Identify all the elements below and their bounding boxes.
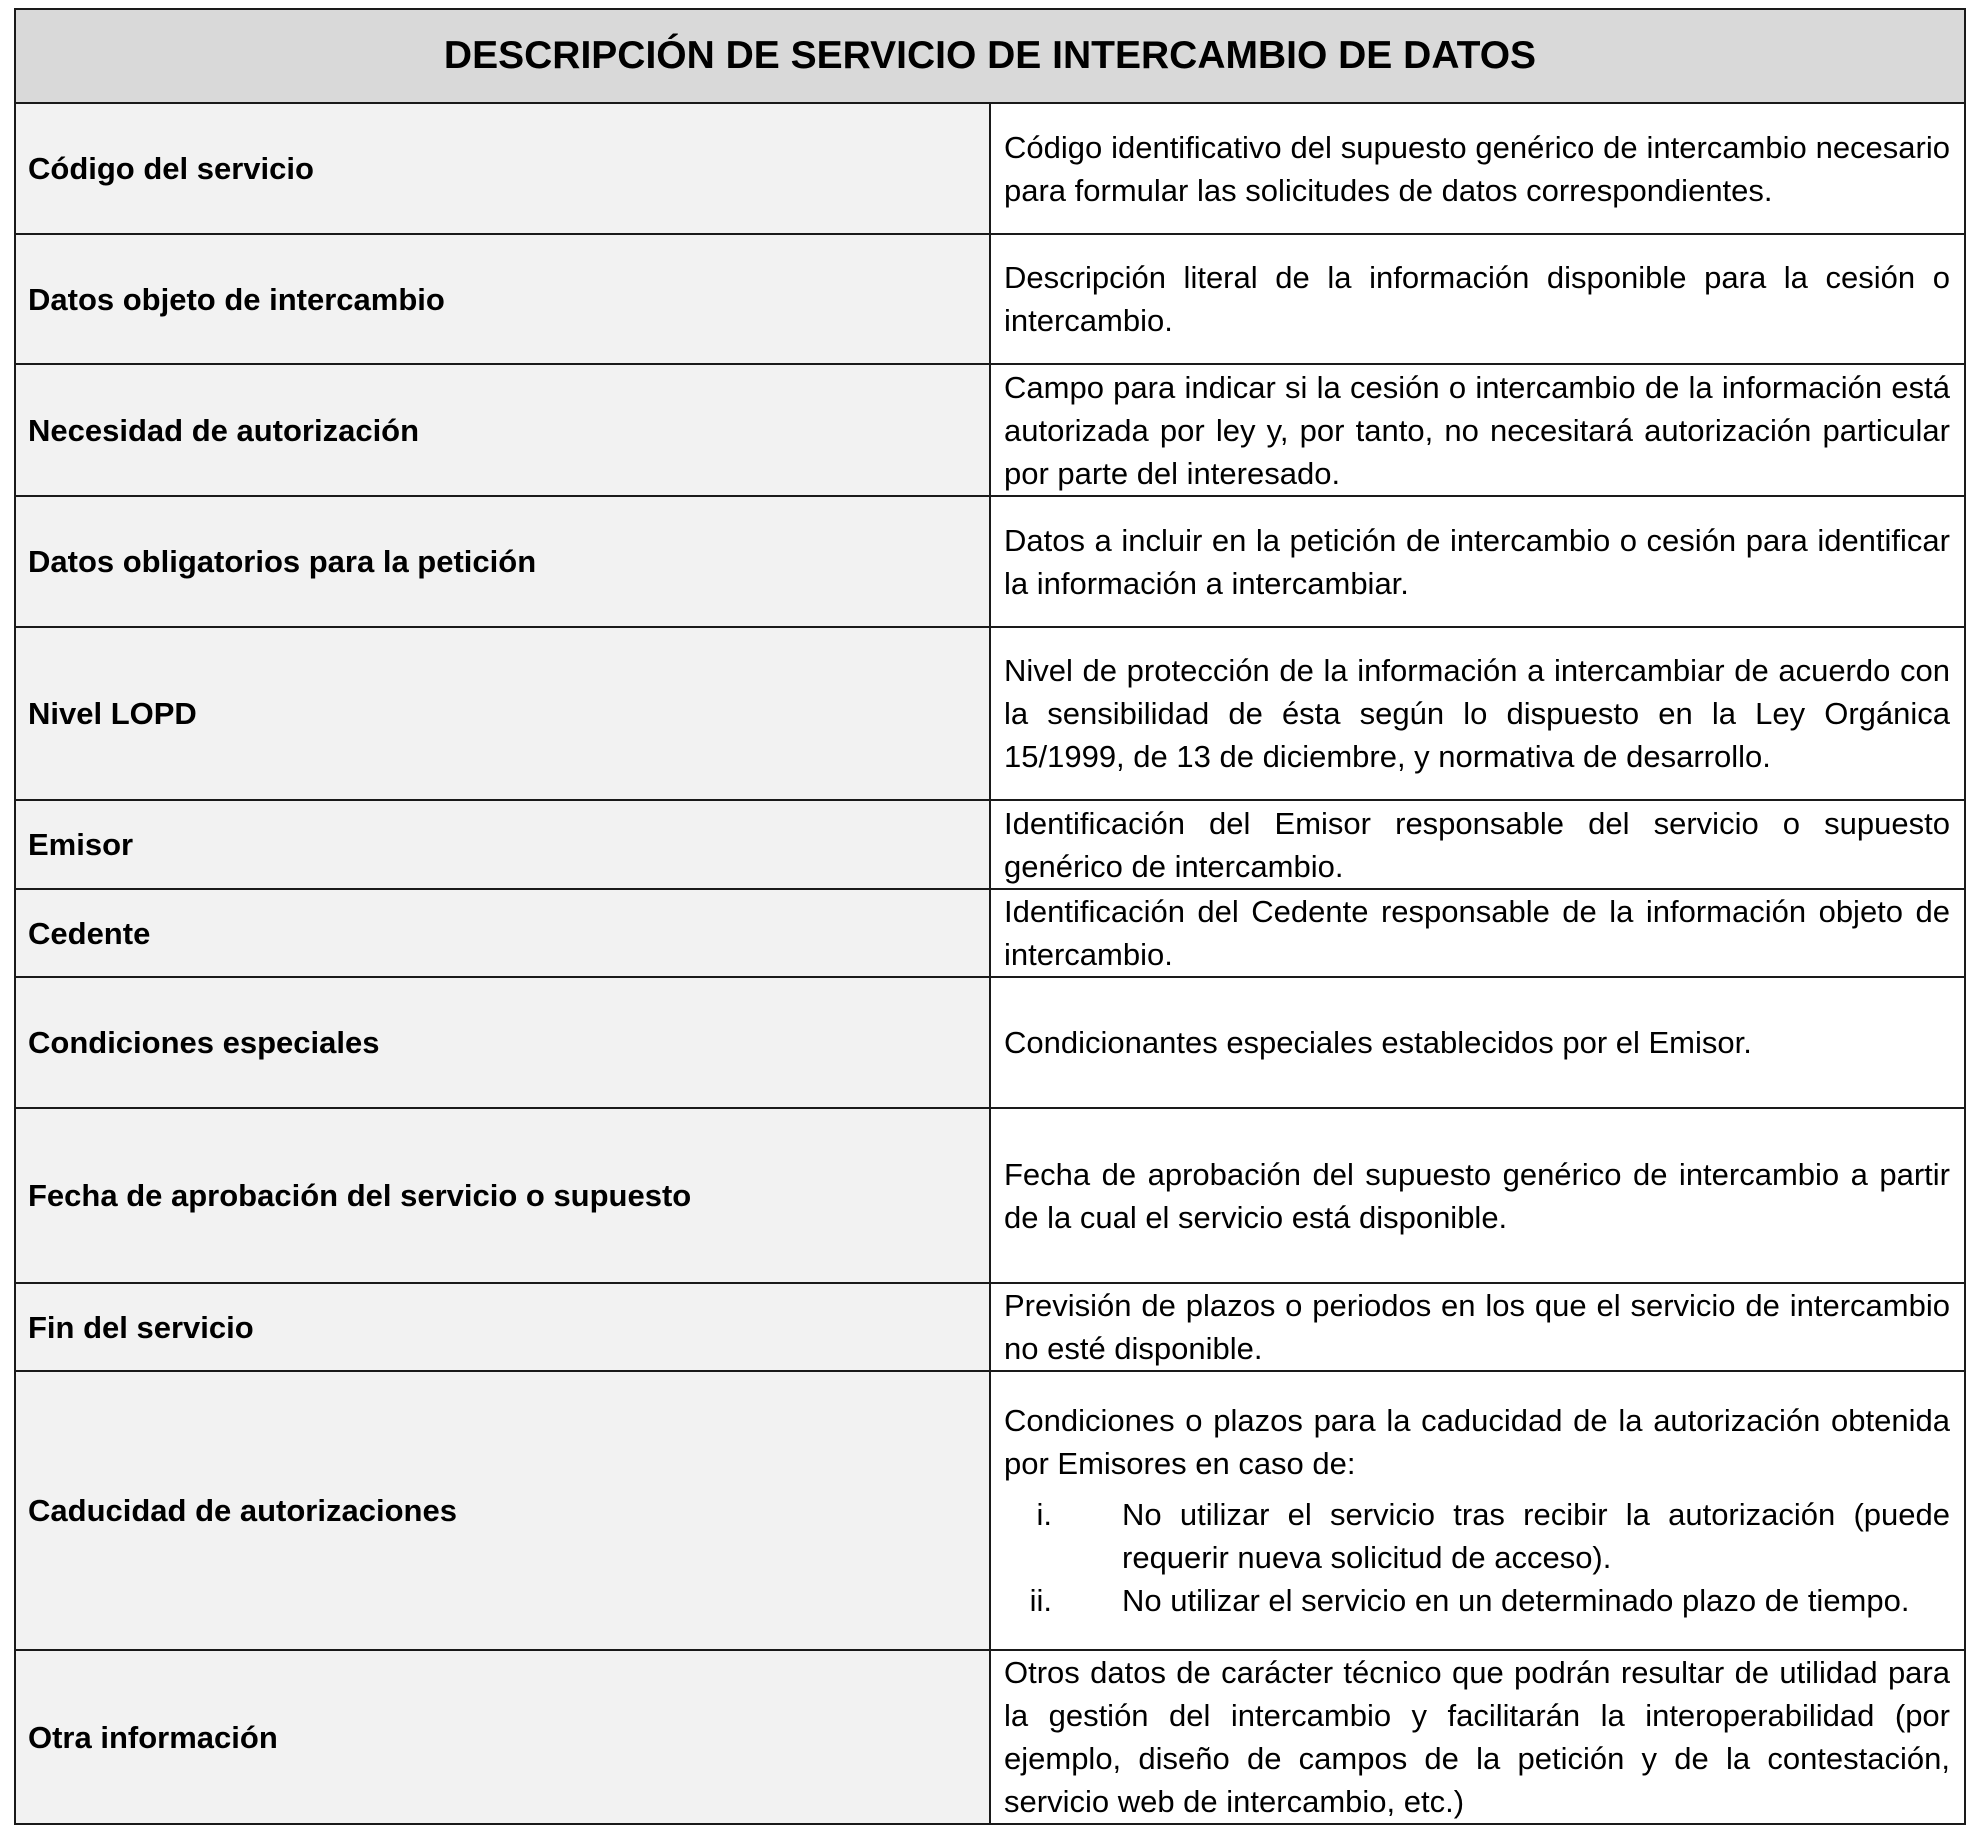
list-item <box>1004 1579 1950 1622</box>
row-label: Condiciones especiales <box>15 977 990 1108</box>
condition-list <box>1004 1493 1950 1622</box>
row-label: Código del servicio <box>15 103 990 234</box>
row-label: Cedente <box>15 889 990 977</box>
row-label: Nivel LOPD <box>15 627 990 800</box>
row-description: Identificación del Cedente responsable de la información objeto de intercambio. <box>990 889 1965 977</box>
table-row <box>15 1108 1965 1283</box>
table-row <box>15 1650 1965 1824</box>
row-description: Identificación del Emisor responsable del servicio o supuesto genérico de intercambio. <box>990 800 1965 889</box>
list-item-number: ii. <box>1029 1583 1052 1618</box>
row-description <box>990 1371 1965 1650</box>
row-description-intro: Condiciones o plazos para la caducidad de la autorización obtenida por Emisores en caso de: <box>1004 1403 1950 1481</box>
row-description: Previsión de plazos o periodos en los que el servicio de intercambio no esté disponible. <box>990 1283 1965 1371</box>
row-label: Necesidad de autorización <box>15 364 990 496</box>
row-label: Otra información <box>15 1650 990 1824</box>
row-description: Condicionantes especiales establecidos por el Emisor. <box>990 977 1965 1108</box>
table-header-row <box>15 9 1965 103</box>
table-row <box>15 1371 1965 1650</box>
row-label: Fecha de aprobación del servicio o supuesto <box>15 1108 990 1283</box>
row-label: Datos objeto de intercambio <box>15 234 990 364</box>
row-label: Emisor <box>15 800 990 889</box>
list-item-text: No utilizar el servicio tras recibir la autorización (puede requerir nueva solicitud de acceso). <box>1122 1497 1950 1575</box>
row-label: Caducidad de autorizaciones <box>15 1371 990 1650</box>
table-row <box>15 889 1965 977</box>
table-row <box>15 364 1965 496</box>
row-description: Fecha de aprobación del supuesto genérico de intercambio a partir de la cual el servicio está disponible. <box>990 1108 1965 1283</box>
list-item <box>1004 1493 1950 1579</box>
table-row <box>15 627 1965 800</box>
row-label: Datos obligatorios para la petición <box>15 496 990 627</box>
table-row <box>15 1283 1965 1371</box>
row-label: Fin del servicio <box>15 1283 990 1371</box>
row-description: Otros datos de carácter técnico que podrán resultar de utilidad para la gestión del intercambio y facilitarán la interoperabilidad (por ejemplo, diseño de campos de la petición y de la contestación, servicio web de intercambio, etc.) <box>990 1650 1965 1824</box>
row-description: Nivel de protección de la información a intercambiar de acuerdo con la sensibilidad de ésta según lo dispuesto en la Ley Orgánica 15/1999, de 13 de diciembre, y normativa de desarrollo. <box>990 627 1965 800</box>
row-description: Campo para indicar si la cesión o intercambio de la información está autorizada por ley y, por tanto, no necesitará autorización particular por parte del interesado. <box>990 364 1965 496</box>
table-row <box>15 977 1965 1108</box>
table-row <box>15 800 1965 889</box>
service-description-table <box>14 8 1966 1825</box>
list-item-number: i. <box>1036 1497 1052 1532</box>
table-row <box>15 103 1965 234</box>
row-description: Código identificativo del supuesto genérico de intercambio necesario para formular las solicitudes de datos correspondientes. <box>990 103 1965 234</box>
table-row <box>15 496 1965 627</box>
table-row <box>15 234 1965 364</box>
row-description: Datos a incluir en la petición de intercambio o cesión para identificar la información a intercambiar. <box>990 496 1965 627</box>
list-item-text: No utilizar el servicio en un determinado plazo de tiempo. <box>1122 1583 1910 1618</box>
table-title: DESCRIPCIÓN DE SERVICIO DE INTERCAMBIO DE DATOS <box>15 9 1965 103</box>
row-description: Descripción literal de la información disponible para la cesión o intercambio. <box>990 234 1965 364</box>
